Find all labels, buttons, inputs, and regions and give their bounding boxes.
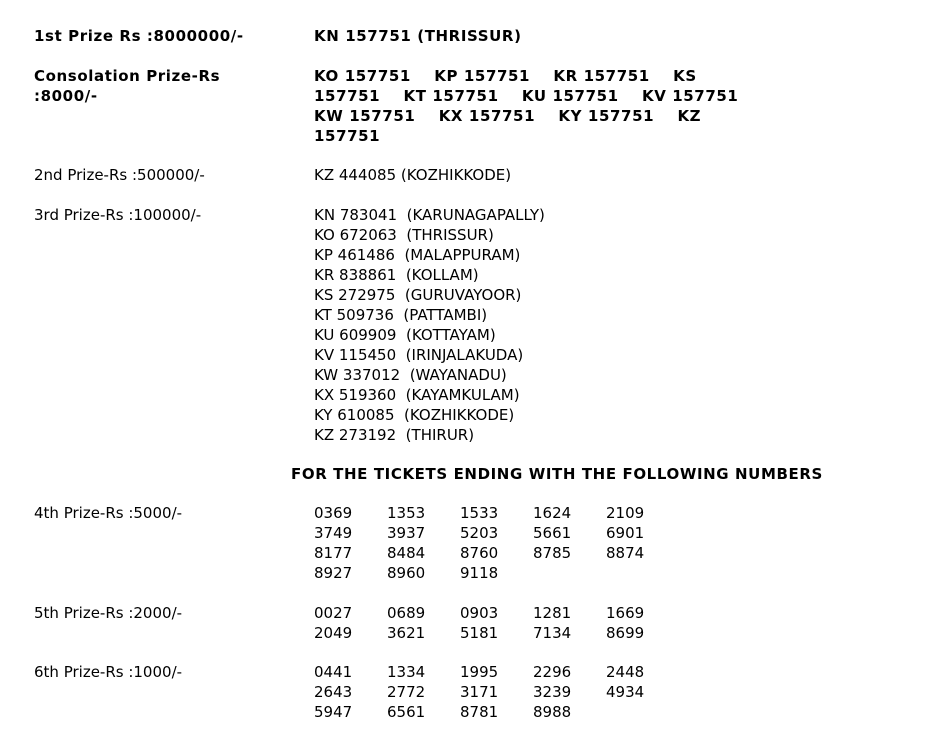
ticket-number: 3937 — [387, 524, 426, 542]
ticket-number: 3171 — [460, 683, 499, 701]
ticket-number: 4934 — [606, 683, 645, 701]
consolation-line: KW 157751 KX 157751 KY 157751 KZ — [314, 107, 702, 125]
ticket-number: 5661 — [533, 524, 572, 542]
first-prize-value: KN 157751 (THRISSUR) — [314, 27, 522, 45]
third-prize-entry: KU 609909 (KOTTAYAM) — [314, 326, 496, 344]
first-prize-section — [34, 26, 914, 48]
sixth-prize-section — [34, 662, 914, 724]
third-prize-label: 3rd Prize-Rs :100000/- — [34, 206, 202, 224]
ticket-number: 3239 — [533, 683, 572, 701]
ticket-number: 8874 — [606, 544, 645, 562]
ticket-number: 0441 — [314, 663, 353, 681]
ticket-number: 9118 — [460, 564, 499, 582]
third-prize-entry: KY 610085 (KOZHIKKODE) — [314, 406, 515, 424]
ticket-number: 1281 — [533, 604, 572, 622]
second-prize-section — [34, 165, 914, 187]
ticket-number: 2772 — [387, 683, 426, 701]
ticket-number: 1334 — [387, 663, 426, 681]
ticket-number: 1669 — [606, 604, 645, 622]
consolation-prize-label: Consolation Prize-Rs :8000/- — [34, 67, 221, 105]
consolation-prize-section — [34, 66, 914, 146]
third-prize-entry: KT 509736 (PATTAMBI) — [314, 306, 488, 324]
second-prize-value: KZ 444085 (KOZHIKKODE) — [314, 166, 512, 184]
ticket-number: 1995 — [460, 663, 499, 681]
ticket-number: 2109 — [606, 504, 645, 522]
ticket-number: 5181 — [460, 624, 499, 642]
first-prize-label: 1st Prize Rs :8000000/- — [34, 27, 244, 45]
third-prize-entry: KS 272975 (GURUVAYOOR) — [314, 286, 522, 304]
ticket-number: 0903 — [460, 604, 499, 622]
second-prize-label: 2nd Prize-Rs :500000/- — [34, 166, 205, 184]
ticket-number: 8760 — [460, 544, 499, 562]
consolation-line: 157751 — [314, 127, 381, 145]
fourth-prize-section — [34, 503, 914, 585]
ticket-number: 8699 — [606, 624, 645, 642]
fourth-prize-label: 4th Prize-Rs :5000/- — [34, 504, 183, 522]
ticket-number: 6901 — [606, 524, 645, 542]
consolation-line: 157751 KT 157751 KU 157751 KV 157751 — [314, 87, 739, 105]
ticket-number: 8927 — [314, 564, 353, 582]
sixth-prize-numbers — [314, 662, 814, 722]
third-prize-entry: KZ 273192 (THIRUR) — [314, 426, 475, 444]
ending-numbers-heading: FOR THE TICKETS ENDING WITH THE FOLLOWING NUMBERS — [291, 465, 823, 483]
fifth-prize-section — [34, 603, 914, 645]
consolation-line: KO 157751 KP 157751 KR 157751 KS — [314, 67, 697, 85]
ticket-number: 0027 — [314, 604, 353, 622]
fourth-prize-numbers — [314, 503, 814, 583]
fifth-prize-numbers — [314, 603, 814, 643]
third-prize-entry: KP 461486 (MALAPPURAM) — [314, 246, 521, 264]
ticket-number: 8484 — [387, 544, 426, 562]
ticket-number: 3749 — [314, 524, 353, 542]
third-prize-entry: KO 672063 (THRISSUR) — [314, 226, 494, 244]
consolation-prize-values — [314, 66, 814, 146]
ticket-number: 5947 — [314, 703, 353, 721]
ticket-number: 0689 — [387, 604, 426, 622]
third-prize-entry: KW 337012 (WAYANADU) — [314, 366, 507, 384]
third-prize-list — [314, 205, 814, 445]
ticket-number: 2049 — [314, 624, 353, 642]
sixth-prize-label: 6th Prize-Rs :1000/- — [34, 663, 183, 681]
third-prize-entry: KV 115450 (IRINJALAKUDA) — [314, 346, 524, 364]
ticket-number: 5203 — [460, 524, 499, 542]
ticket-number: 8785 — [533, 544, 572, 562]
ticket-number: 2296 — [533, 663, 572, 681]
ticket-number: 6561 — [387, 703, 426, 721]
ticket-number: 3621 — [387, 624, 426, 642]
third-prize-entry: KX 519360 (KAYAMKULAM) — [314, 386, 520, 404]
ticket-number: 1533 — [460, 504, 499, 522]
ticket-number: 8177 — [314, 544, 353, 562]
ticket-number: 2643 — [314, 683, 353, 701]
fifth-prize-label: 5th Prize-Rs :2000/- — [34, 604, 183, 622]
ticket-number: 8781 — [460, 703, 499, 721]
ticket-number: 2448 — [606, 663, 645, 681]
third-prize-section — [34, 205, 914, 445]
ticket-number: 8988 — [533, 703, 572, 721]
ticket-number: 1353 — [387, 504, 426, 522]
ticket-number: 1624 — [533, 504, 572, 522]
third-prize-entry: KN 783041 (KARUNAGAPALLY) — [314, 206, 545, 224]
ticket-number: 0369 — [314, 504, 353, 522]
third-prize-entry: KR 838861 (KOLLAM) — [314, 266, 479, 284]
ticket-number: 8960 — [387, 564, 426, 582]
ticket-number: 7134 — [533, 624, 572, 642]
